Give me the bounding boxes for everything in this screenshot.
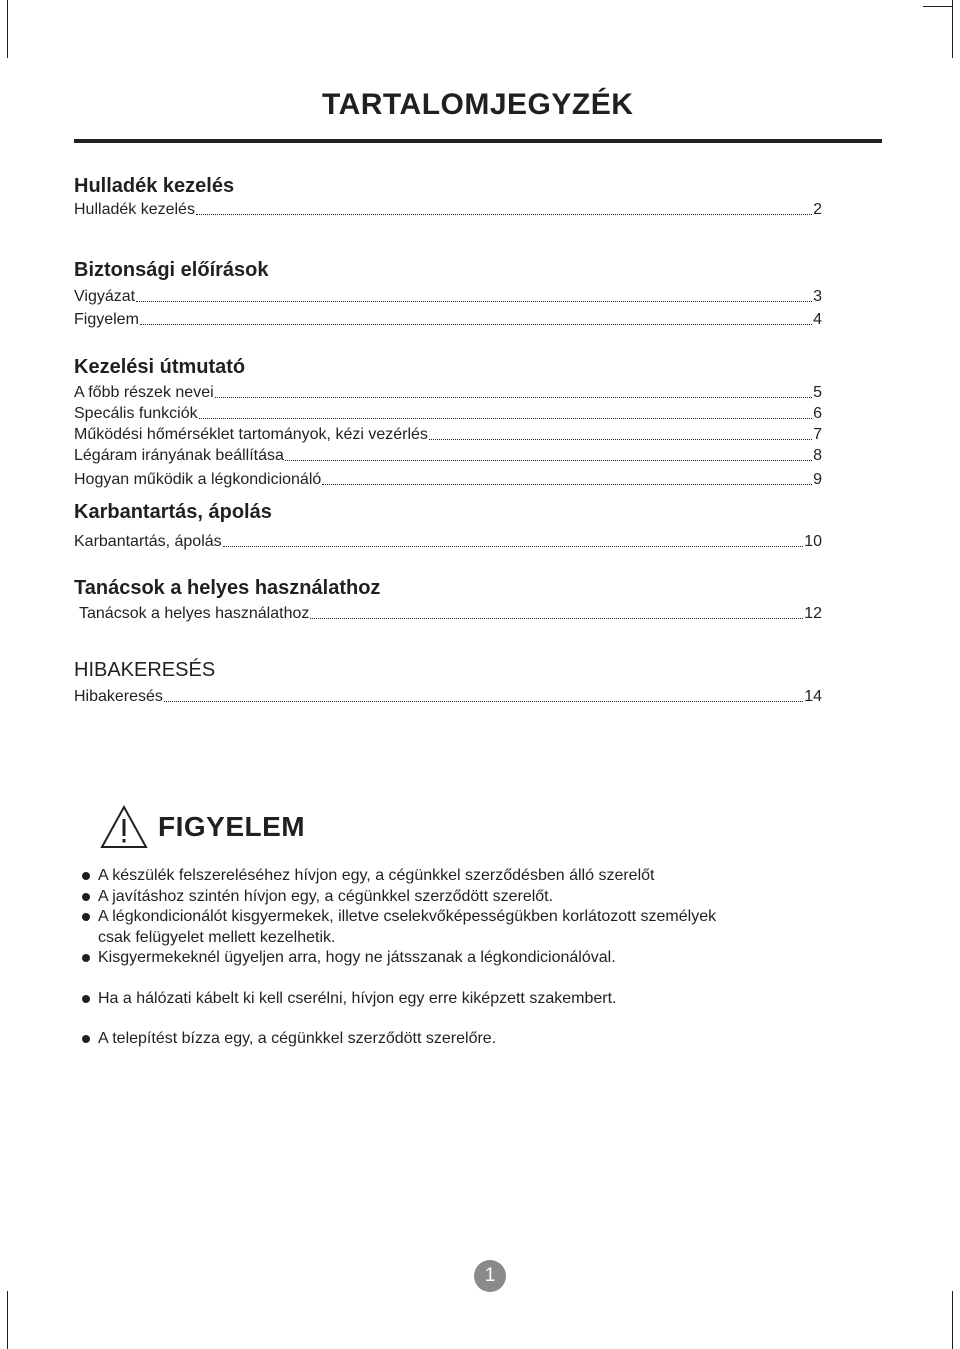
toc-section-tips xyxy=(74,575,822,657)
warning-item-text: A javításhoz szintén hívjon egy, a cégünkkel szerződött szerelőt. xyxy=(98,887,554,905)
toc-entry[interactable] xyxy=(74,469,822,490)
toc-entry-page: 4 xyxy=(813,311,822,328)
toc-entry-label: Működési hőmérséklet tartományok, kézi vezérlés xyxy=(74,426,428,443)
table-of-contents xyxy=(74,170,822,707)
toc-entry-page: 6 xyxy=(813,405,822,422)
leader-dots xyxy=(310,618,803,619)
toc-entry[interactable] xyxy=(74,199,822,220)
toc-entry-label: Hogyan működik a légkondicionáló xyxy=(74,471,322,488)
toc-entry-label: A főbb részek nevei xyxy=(74,384,214,401)
toc-entry[interactable] xyxy=(74,424,822,445)
warning-list xyxy=(80,866,840,1050)
toc-heading: Biztonsági előírások xyxy=(74,259,269,281)
toc-entry-page: 9 xyxy=(813,471,822,488)
toc-entry-label: Légáram irányának beállítása xyxy=(74,447,284,464)
toc-entry-label: Hulladék kezelés xyxy=(74,201,195,218)
crop-mark-top-right xyxy=(952,0,953,58)
warning-item xyxy=(80,887,840,908)
warning-title: FIGYELEM xyxy=(158,811,306,842)
toc-entry-label: Hibakeresés xyxy=(74,688,163,705)
toc-section-waste xyxy=(74,173,822,257)
crop-mark-top-left xyxy=(7,0,8,58)
warning-item xyxy=(80,907,738,948)
warning-item-text: A készülék felszereléséhez hívjon egy, a cégünkkel szerződésben álló szerelőt xyxy=(98,867,655,884)
toc-entry[interactable] xyxy=(74,403,822,424)
toc-entry[interactable] xyxy=(74,686,822,707)
leader-dots xyxy=(196,214,812,215)
leader-dots xyxy=(136,301,812,302)
bullet-icon xyxy=(82,954,90,962)
toc-heading: Karbantartás, ápolás xyxy=(74,501,272,523)
warning-triangle-icon xyxy=(100,805,148,849)
toc-heading: HIBAKERESÉS xyxy=(74,659,216,681)
toc-heading: Hulladék kezelés xyxy=(74,175,235,197)
leader-dots xyxy=(140,324,812,325)
toc-entry-page: 12 xyxy=(804,605,822,622)
bullet-icon xyxy=(82,872,90,880)
toc-entry-page: 14 xyxy=(804,688,822,705)
toc-entry[interactable] xyxy=(74,531,822,552)
toc-section-maintenance xyxy=(74,499,822,575)
bullet-icon xyxy=(82,995,90,1003)
warning-item xyxy=(80,948,840,969)
toc-entry-page: 8 xyxy=(813,447,822,464)
toc-entry[interactable] xyxy=(74,382,822,403)
toc-entry[interactable] xyxy=(74,309,822,330)
toc-entry-label: Specális funkciók xyxy=(74,405,198,422)
warning-header xyxy=(100,805,400,857)
warning-item xyxy=(80,989,840,1010)
warning-item xyxy=(80,866,840,887)
toc-heading: Kezelési útmutató xyxy=(74,356,246,378)
toc-section-troubleshooting xyxy=(74,657,822,707)
leader-dots xyxy=(223,546,804,547)
crop-mark-bottom-right xyxy=(952,1291,953,1349)
toc-entry-page: 3 xyxy=(813,288,822,305)
toc-entry-label: Vigyázat xyxy=(74,288,136,305)
toc-entry-page: 10 xyxy=(804,533,822,550)
toc-entry-label: Figyelem xyxy=(74,311,139,328)
title-rule xyxy=(74,139,882,143)
warning-item xyxy=(80,1029,840,1050)
toc-entry[interactable] xyxy=(74,445,822,466)
crop-mark-bottom-left xyxy=(7,1291,8,1349)
toc-entry-page: 7 xyxy=(813,426,822,443)
bullet-icon xyxy=(82,1035,90,1043)
leader-dots xyxy=(199,418,812,419)
leader-dots xyxy=(429,439,812,440)
bullet-icon xyxy=(82,913,90,921)
leader-dots xyxy=(164,701,803,702)
toc-entry-page: 5 xyxy=(813,384,822,401)
leader-dots xyxy=(322,484,812,485)
toc-entry[interactable] xyxy=(74,286,822,307)
page-number: 1 xyxy=(474,1260,506,1292)
toc-heading: Tanácsok a helyes használathoz xyxy=(74,577,381,599)
warning-item-text: A telepítést bízza egy, a cégünkkel szerződött szerelőre. xyxy=(98,1030,497,1047)
crop-mark-top-right-horizontal xyxy=(923,6,953,7)
bullet-icon xyxy=(82,893,90,901)
toc-entry-label: Karbantartás, ápolás xyxy=(74,533,222,550)
toc-entry-label: Tanácsok a helyes használathoz xyxy=(79,605,310,622)
toc-entry-page: 2 xyxy=(813,201,822,218)
warning-item-text: Ha a hálózati kábelt ki kell cserélni, hívjon egy erre kiképzett szakembert. xyxy=(98,989,617,1007)
toc-entry[interactable] xyxy=(74,603,822,624)
toc-section-safety xyxy=(74,257,822,354)
warning-item-text: Kisgyermekeknél ügyeljen arra, hogy ne játsszanak a légkondicionálóval. xyxy=(98,949,616,966)
warning-item-text: A légkondicionálót kisgyermekek, illetve cselekvőképességükben korlátozott személyek csak felügyelet mellett kezelhetik. xyxy=(98,908,717,946)
leader-dots xyxy=(285,460,812,461)
toc-section-operation xyxy=(74,354,822,499)
leader-dots xyxy=(215,397,812,398)
page-title: TARTALOMJEGYZÉK xyxy=(322,88,634,121)
